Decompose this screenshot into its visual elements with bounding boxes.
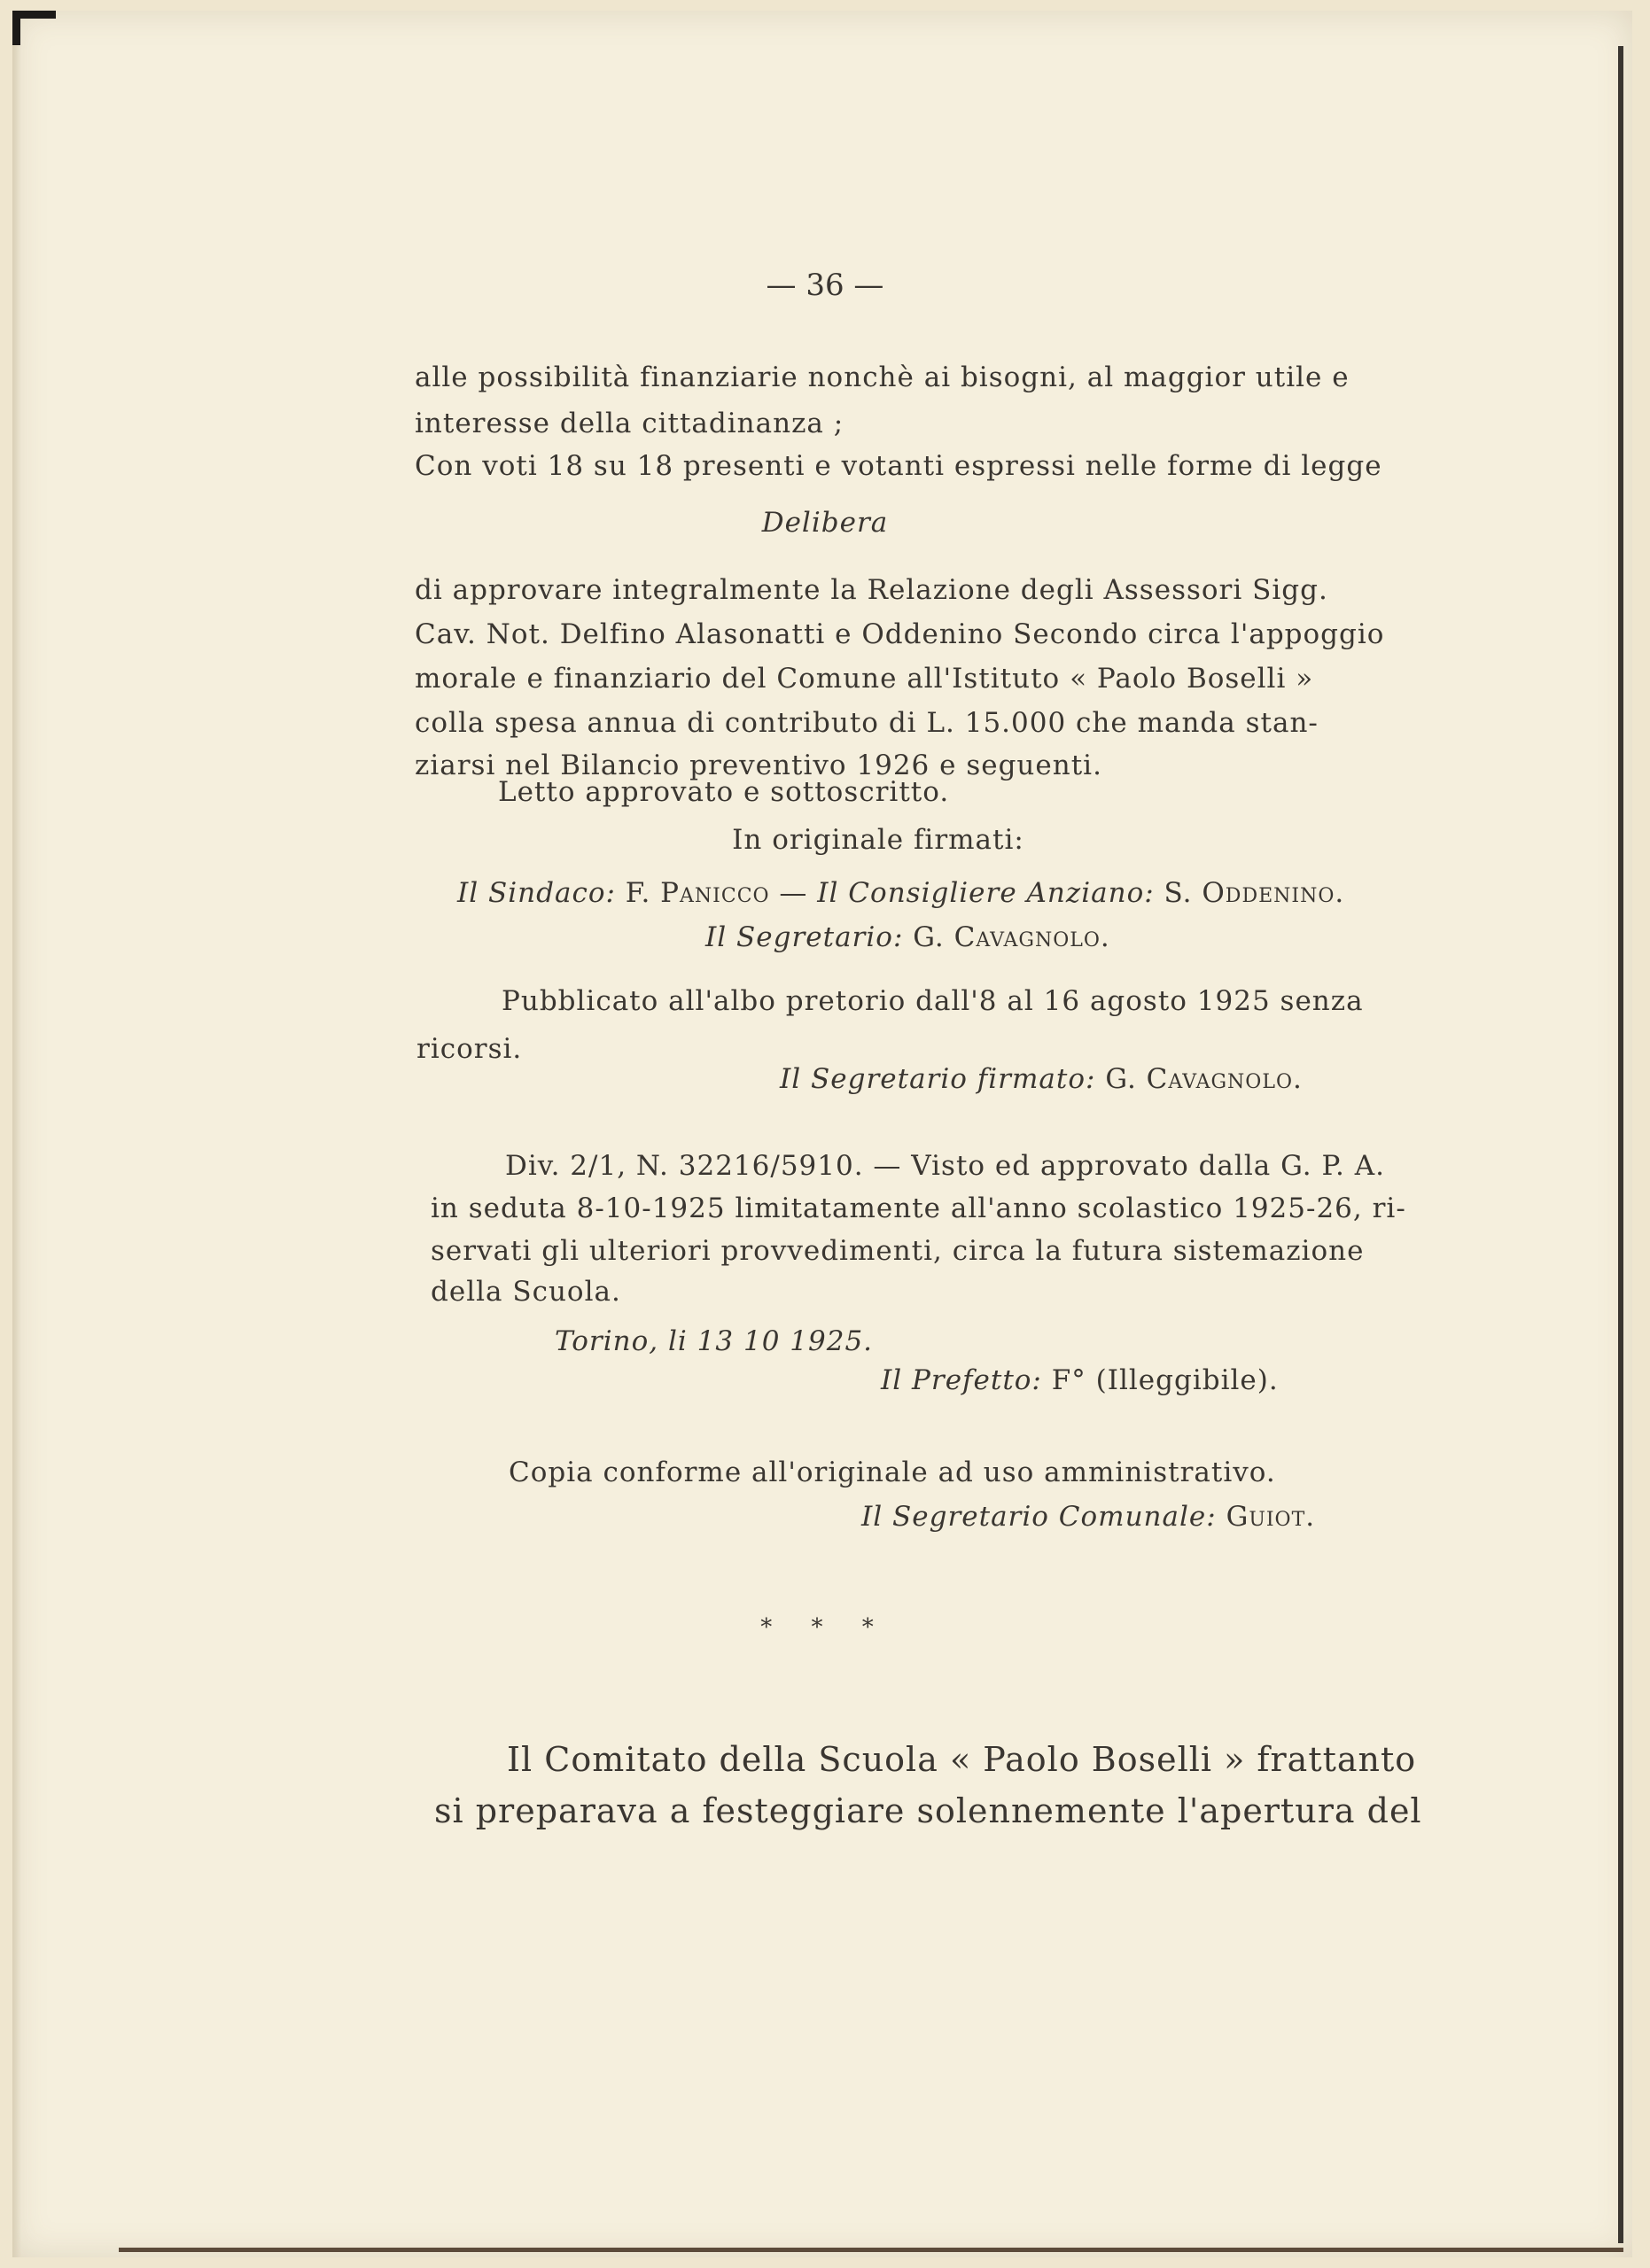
text-line: di approvare integralmente la Relazione degli Assessori Sigg. [415, 574, 1328, 606]
signature-label: Il Prefetto: [881, 1364, 1042, 1396]
page-bottom-edge [119, 2248, 1623, 2252]
signature-label: Il Segretario firmato: [780, 1063, 1096, 1095]
signature-line [457, 877, 1344, 909]
signature-line [861, 1501, 1315, 1533]
page-gutter-shadow [12, 11, 21, 2257]
signature-label: Il Segretario: [705, 921, 904, 953]
signature-label: Il Segretario Comunale: [861, 1501, 1217, 1533]
text-line: Div. 2/1, N. 32216/5910. — Visto ed approvato dalla G. P. A. [505, 1150, 1385, 1182]
text-line: colla spesa annua di contributo di L. 15.000 che manda stan- [415, 707, 1319, 739]
signature-name: F° (Illeggibile). [1051, 1364, 1279, 1396]
corner-mark [12, 11, 56, 45]
text-line: Con voti 18 su 18 presenti e votanti espressi nelle forme di legge [415, 450, 1382, 482]
signature-name: G. Cavagnolo. [1105, 1063, 1303, 1095]
signature-label: Il Consigliere Anziano: [817, 877, 1155, 909]
text-line: servati gli ulteriori provvedimenti, circa la futura sistemazione [431, 1235, 1365, 1267]
signature-label: Il Sindaco: [457, 877, 616, 909]
signature-name: G. Cavagnolo. [913, 921, 1110, 953]
text-line: si preparava a festeggiare solennemente l'apertura del [434, 1791, 1422, 1830]
text-line: Pubblicato all'albo pretorio dall'8 al 16 agosto 1925 senza [502, 985, 1364, 1017]
signature-line [780, 1063, 1303, 1095]
page-number: — 36 — [766, 268, 884, 303]
signature-line [881, 1364, 1279, 1396]
text-line: ziarsi nel Bilancio preventivo 1926 e seguenti. [415, 750, 1102, 781]
text-line: interesse della cittadinanza ; [415, 408, 844, 439]
section-separator: * * * [760, 1614, 890, 1641]
text-line: in seduta 8-10-1925 limitatamente all'anno scolastico 1925-26, ri- [431, 1192, 1406, 1224]
signature-name: F. Panicco [625, 877, 770, 909]
text-line: alle possibilità finanziarie nonchè ai bisogni, al maggior utile e [415, 361, 1350, 393]
document-page [12, 11, 1632, 2257]
signature-name: Guiot. [1226, 1501, 1316, 1533]
text-line: Il Comitato della Scuola « Paolo Boselli » frattanto [507, 1740, 1417, 1779]
signature-line [705, 921, 1110, 953]
text-line: della Scuola. [431, 1276, 621, 1308]
place-date: Torino, li 13 10 1925. [555, 1325, 874, 1357]
page-right-edge [1618, 46, 1623, 2243]
text-line: Letto approvato e sottoscritto. [498, 776, 950, 808]
signature-name: S. Oddenino. [1164, 877, 1345, 909]
text-line: ricorsi. [416, 1033, 523, 1065]
text-line: morale e finanziario del Comune all'Istituto « Paolo Boselli » [415, 663, 1314, 695]
signature-separator: — [769, 877, 818, 909]
text-line: Cav. Not. Delfino Alasonatti e Oddenino Secondo circa l'appoggio [415, 618, 1385, 650]
text-line: Copia conforme all'originale ad uso amministrativo. [509, 1456, 1276, 1488]
text-line: In originale firmati: [732, 824, 1024, 856]
delibera-heading: Delibera [761, 507, 889, 539]
